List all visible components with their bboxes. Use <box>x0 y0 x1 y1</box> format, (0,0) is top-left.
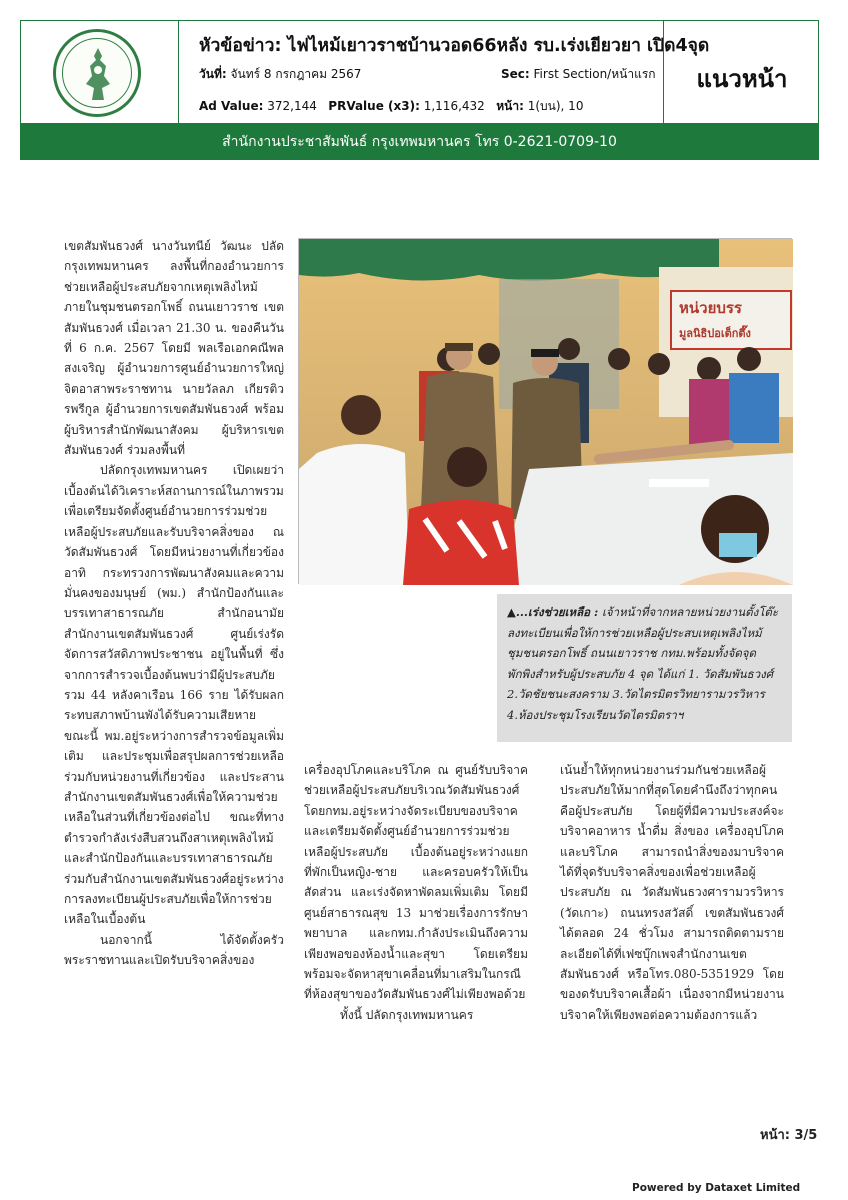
page-counter: หน้า: 3/5 <box>760 1128 818 1143</box>
article-paragraph: ปลัดกรุงเทพมหานคร เปิดเผยว่า เบื้องต้นได้วิเคราะห์สถานการณ์ในภาพรวมเพื่อเตรียมจัดตั้งศูนย์อำนวยการร่วมช่วยเหลือผู้ประสบภัยและรับบริจาคสิ่งของ ณ วัดสัมพันธวงศ์ โดยมีหน่วยงานที่เกี่ยวข้อง อาทิ กระทรวงการพัฒนาสังคมและความมั่นคงของมนุษย์ (พม.) สำนักป้องกันและบรรเทาสาธารณภัย สำนักอนามัย สำนักงานเขตสัมพันธวงศ์ ศูนย์เร่งรัดจัดการสวัสดิภาพประชาชน อยู่ในพื้นที่ ซึ่งจากการสำรวจเบื้องต้นพบว่ามีผู้ประสบภัย รวม 44 หลังคาเรือน 166 ราย ได้รับผลกระทบสภาพบ้านพังได้รับความเสียหาย ขณะนี้ พม.อยู่ระหว่างการสำรวจข้อมูลเพิ่มเติม และประชุมเพื่อสรุปผลการช่วยเหลือร่วมกับหน่วยงานที่เกี่ยวข้อง และประสานสำนักงานเขตสัมพันธวงศ์เพื่อให้ความช่วยเหลือในส่วนที่เกี่ยวข้องต่อไป ขณะที่ทางตำรวจกำลังเร่งสืบสวนถึงสาเหตุเพลิงไหม้ และสำนักป้องกันและบรรเทาสาธารณภัยร่วมกับสำนักงานเขตสัมพันธวงศ์อยู่ระหว่างการลงทะเบียนผู้ประสบภัยเพื่อให้การช่วยเหลือในเบื้องต้น <box>64 463 284 927</box>
date-label: วันที่: <box>199 67 227 81</box>
date-value: จันทร์ 8 กรกฎาคม 2567 <box>230 67 362 81</box>
bma-seal-logo <box>53 29 141 117</box>
page-value: 1(บน), 10 <box>527 99 584 113</box>
logo-cell <box>21 21 179 125</box>
pr-value-label: PRValue (x3): <box>328 99 420 113</box>
clipping-header <box>20 20 819 124</box>
photo-caption <box>497 594 792 742</box>
sec-label: Sec: <box>501 67 530 81</box>
news-photo <box>298 238 792 584</box>
article-paragraph: เครื่องอุปโภคและบริโภค ณ ศูนย์รับบริจาคช่วยเหลือผู้ประสบภัยบริเวณวัดสัมพันธวงศ์ โดยกทม.อยู่ระหว่างจัดระเบียบของบริจาคและเตรียมจัดตั้งศูนย์อำนวยการร่วมช่วยเหลือผู้ประสบภัย เบื้องต้นอยู่ระหว่างแยกที่พักเป็นหญิง-ชาย และครอบครัวให้เป็นสัดส่วน และเร่งจัดหาพัดลมเพิ่มเติม โดยมีศูนย์สาธารณสุข 13 มาช่วยเรื่องการรักษาพยาบาล และกทม.กำลังประเมินถึงความเพียงพอของห้องน้ำและสุขา โดยเตรียมพร้อมจะจัดหาสุขาเคลื่อนที่มาเสริมในกรณีที่ห้องสุขาของวัดสัมพันธวงศ์ไม่เพียงพอด้วย <box>304 763 528 1002</box>
caption-lead: ▲...เร่งช่วยเหลือ : <box>507 605 599 619</box>
value-row <box>199 97 583 116</box>
news-photo-scene <box>299 239 793 585</box>
publication-cell <box>663 21 819 125</box>
headline-text: ไฟไหม้เยาวราชบ้านวอด66หลัง รบ.เร่งเยียวยา เปิด4จุด <box>287 36 710 56</box>
powered-by: Powered by Dataxet Limited <box>632 1182 801 1194</box>
sign-subtext: มูลนิธิปอเต็กตึ๊ง <box>679 327 751 340</box>
seal-emblem-icon <box>80 46 116 102</box>
article-paragraph: ทั้งนี้ ปลัดกรุงเทพมหานคร <box>340 1007 474 1022</box>
publication-name: แนวหน้า <box>696 65 788 93</box>
ad-value-label: Ad Value: <box>199 99 264 113</box>
section-info <box>501 65 656 84</box>
article-paragraph: นอกจากนี้ ได้จัดตั้งครัวพระราชทานและเปิดรับบริจาคสิ่งของ <box>64 932 284 968</box>
headline-label: หัวข้อข่าว: <box>199 36 282 56</box>
sign-text: หน่วยบรร <box>679 299 742 317</box>
article-column-1 <box>64 236 284 971</box>
page-label: หน้า: <box>496 99 524 113</box>
ad-value: 372,144 <box>267 99 317 113</box>
date-row <box>199 65 361 84</box>
sec-value: First Section/หน้าแรก <box>533 67 656 81</box>
pr-value: 1,116,432 <box>423 99 485 113</box>
headline <box>199 31 710 59</box>
article-column-2 <box>304 760 528 1025</box>
article-column-3 <box>560 760 784 1025</box>
pr-office-banner: สำนักงานประชาสัมพันธ์ กรุงเทพมหานคร โทร 0-2621-0709-10 <box>20 124 819 160</box>
article-paragraph: เขตสัมพันธวงศ์ นางวันทนีย์ วัฒนะ ปลัดกรุงเทพมหานคร ลงพื้นที่กองอำนวยการ ช่วยเหลือผู้ประสบภัยจากเหตุเพลิงไหม้ภายในชุมชนตรอกโพธิ์ ถนนเยาวราช เขตสัมพันธวงศ์ เมื่อเวลา 21.30 น. ของคืนวันที่ 6 ก.ค. 2567 โดยมี พลเรือเอกคณีพล สงเจริญ ผู้อำนวยการศูนย์อำนวยการใหญ่จิตอาสาพระราชทาน นายวัลลภ เกียรติวรพรีกูล ผู้อำนวยการเขตสัมพันธวงศ์ พร้อมผู้บริหารสำนักพัฒนาสังคม ผู้บริหารเขตสัมพันธวงศ์ ร่วมลงพื้นที่ <box>64 239 284 458</box>
caption-text: เจ้าหน้าที่จากหลายหน่วยงานตั้งโต๊ะลงทะเบียนเพื่อให้การช่วยเหลือผู้ประสบเหตุเพลิงไหม้ชุมชนตรอกโพธิ์ ถนนเยาวราช กทม.พร้อมทั้งจัดจุดพักพิงสำหรับผู้ประสบภัย 4 จุด ได้แก่ 1. วัดสัมพันธวงศ์ 2.วัดชัยชนะสงคราม 3.วัดไตรมิตรวิทยารามวรวิหาร 4.ห้องประชุมโรงเรียนวัดไตรมิตราฯ <box>507 605 779 722</box>
headline-cell <box>179 21 710 125</box>
article-paragraph: เน้นย้ำให้ทุกหน่วยงานร่วมกันช่วยเหลือผู้ประสบภัยให้มากที่สุดโดยคำนึงถึงว่าทุกคนคือผู้ประสบภัย โดยผู้ที่มีความประสงค์จะบริจาคอาหาร น้ำดื่ม สิ่งของ เครื่องอุปโภคและบริโภค สามารถนำสิ่งของมาบริจาคได้ที่จุดรับบริจาคสิ่งของเพื่อช่วยเหลือผู้ประสบภัย ณ วัดสัมพันธวงศารามวรวิหาร (วัดเกาะ) ถนนทรงสวัสดิ์ เขตสัมพันธวงศ์ ได้ตลอด 24 ชั่วโมง สามารถติดตามรายละเอียดได้ที่เฟซบุ๊กเพจสำนักงานเขตสัมพันธวงศ์ หรือโทร.080-5351929 โดยของดรับบริจาคเสื้อผ้า เนื่องจากมีหน่วยงานบริจาคให้เพียงพอต่อความต้องการแล้ว <box>560 763 784 1022</box>
